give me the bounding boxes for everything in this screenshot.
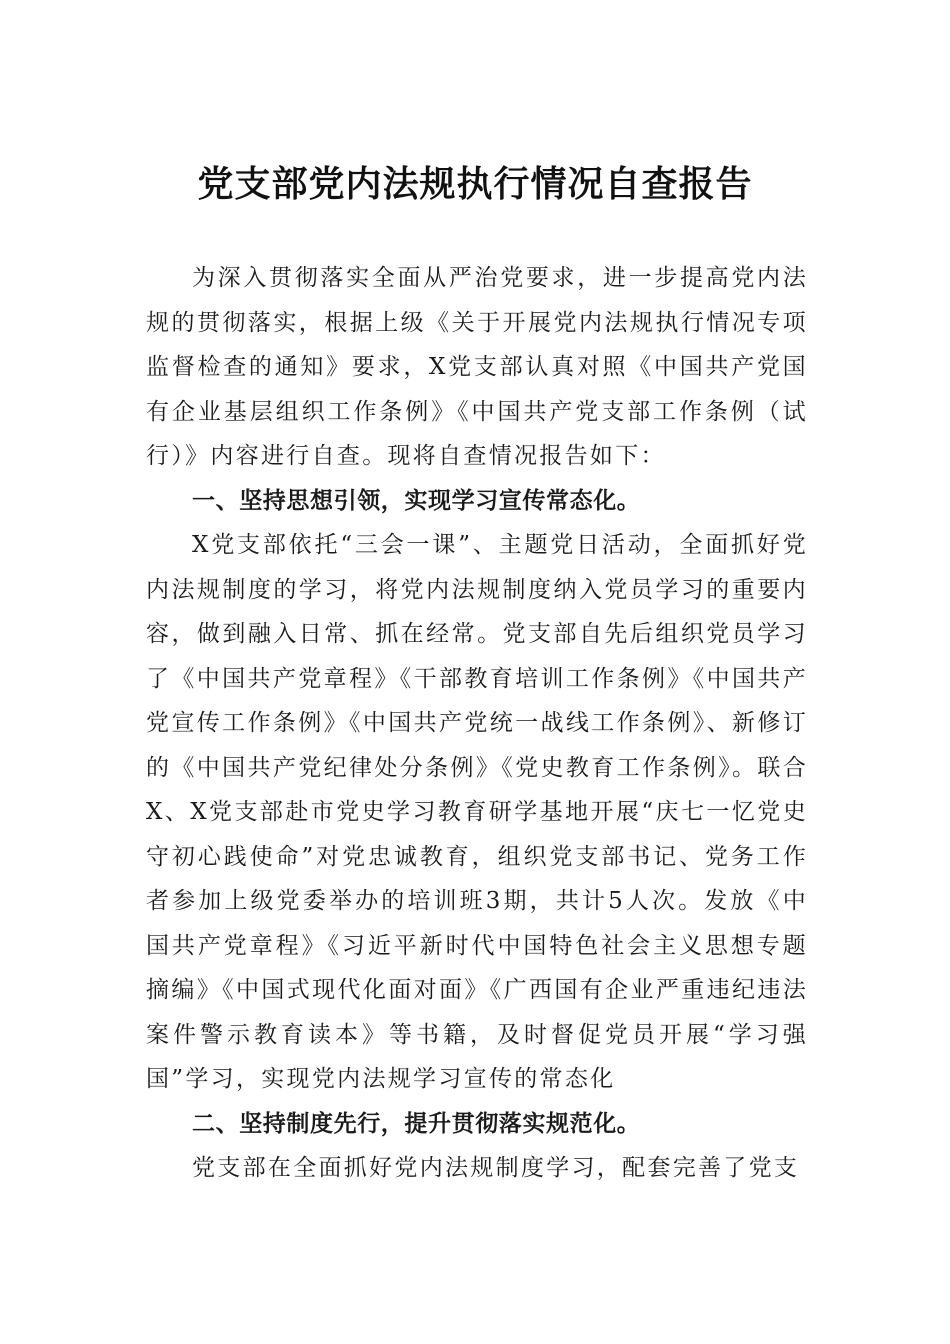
- section-2-paragraph: 党支部在全面抓好党内法规制度学习，配套完善了党支: [192, 1155, 800, 1181]
- document-title: 党支部党内法规执行情况自查报告: [197, 163, 753, 205]
- intro-paragraph: 为深入贯彻落实全面从严治党要求，进一步提高党内法规的贯彻落实，根据上级《关于开展党内法规执行情况专项监督检查的通知》要求，X党支部认真对照《中国共产党国有企业基层组织工作条例》《中国共产党支部工作条例（试行）》内容进行自查。现将自查情况报告如下：: [146, 265, 808, 469]
- section-heading-1: 一、坚持思想引领，实现学习宣传常态化。: [192, 487, 641, 514]
- section-heading-2: 二、坚持制度先行，提升贯彻落实规范化。: [192, 1110, 641, 1137]
- document-body: [146, 256, 808, 1191]
- section-1-paragraph: X党支部依托“三会一课”、主题党日活动，全面抓好党内法规制度的学习，将党内法规制度纳入党员学习的重要内容，做到融入日常、抓在经常。党支部自先后组织党员学习了《中国共产党章程》《干部教育培训工作条例》《中国共产党宣传工作条例》《中国共产党统一战线工作条例》、新修订的《中国共产党纪律处分条例》《党史教育工作条例》。联合X、X党支部赴市党史学习教育研学基地开展“庆七一忆党史守初心践使命”对党忠诚教育，组织党支部书记、党务工作者参加上级党委举办的培训班3期，共计5人次。发放《中国共产党章程》《习近平新时代中国特色社会主义思想专题摘编》《中国式现代化面对面》《广西国有企业严重违纪违法案件警示教育读本》等书籍，及时督促党员开展“学习强国”学习，实现党内法规学习宣传的常态化: [146, 532, 808, 1092]
